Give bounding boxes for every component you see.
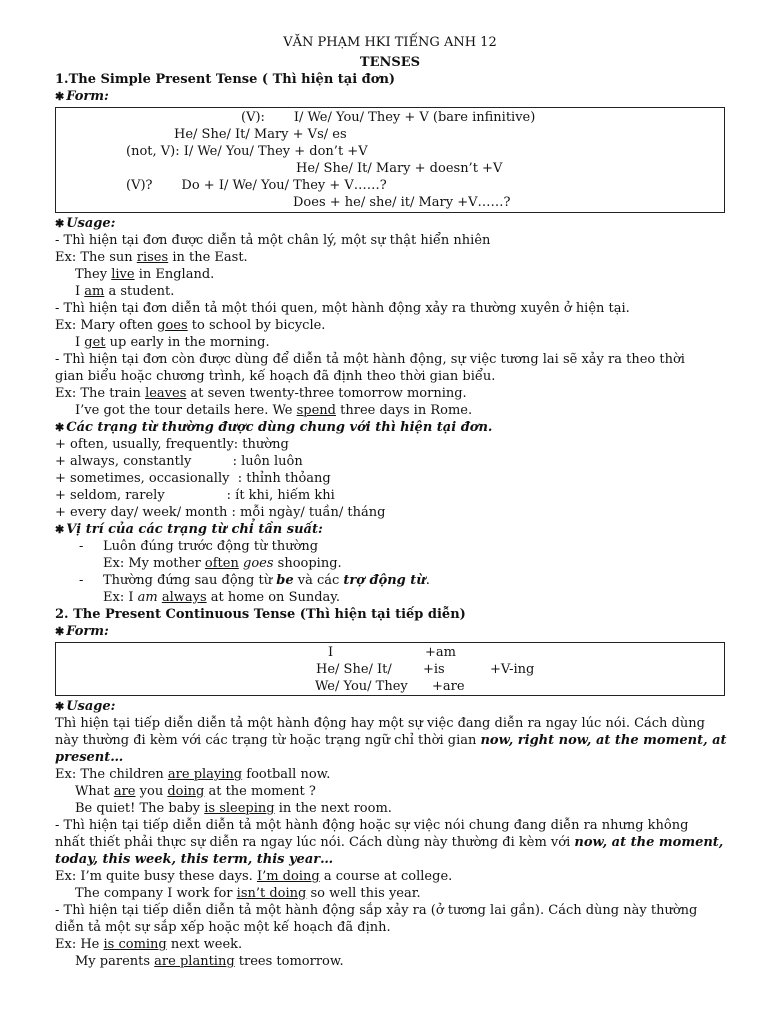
underlined-verb: is coming xyxy=(103,937,167,952)
text-fragment: three days in Rome. xyxy=(336,403,473,418)
adverb-item: + often, usually, frequently: thường xyxy=(55,437,289,452)
text-fragment: trợ động từ xyxy=(343,573,426,588)
text-fragment: a course at college. xyxy=(319,869,453,884)
form-cell: +are xyxy=(432,679,465,694)
document-title: VĂN PHẠM HKI TIẾNG ANH 12 xyxy=(283,35,497,50)
text-fragment: The company I work for xyxy=(75,886,237,901)
form-cell: I xyxy=(328,645,334,660)
text-fragment: I xyxy=(75,284,85,299)
text-fragment: now, at the moment, xyxy=(574,835,724,850)
underlined-verb: I’m doing xyxy=(256,869,320,884)
text-fragment: so well this year. xyxy=(306,886,421,901)
form-cell: We/ You/ They xyxy=(315,679,408,694)
underlined-verb: are planting xyxy=(154,954,235,969)
example xyxy=(55,283,725,300)
text-fragment: What xyxy=(75,784,114,799)
text-fragment: now, right now, at the moment, at xyxy=(480,733,727,748)
s1-usage-label: ✱ Usage: xyxy=(55,215,725,232)
form-line: He/ She/ It/ Mary + doesn’t +V xyxy=(296,161,503,176)
underlined-verb: live xyxy=(111,267,135,282)
adverb-item: + seldom, rarely : ít khi, hiếm khi xyxy=(55,488,335,503)
usage-text: - Thì hiện tại tiếp diễn diễn tả một hành động hoặc sự việc nói chung đang diễn ra nhưng không xyxy=(55,818,689,833)
form-cell: He/ She/ It/ xyxy=(316,662,392,677)
example xyxy=(55,385,725,402)
usage-text: diễn tả một sự sắp xếp hoặc một kế hoạch đã định. xyxy=(55,920,391,935)
text-fragment: in England. xyxy=(134,267,215,282)
s1-adverbs-label: ✱ Các trạng từ thường được dùng chung với thì hiện tại đơn. xyxy=(55,419,725,436)
form-cell: +am xyxy=(425,645,456,660)
example xyxy=(55,317,725,334)
text-fragment: a student. xyxy=(104,284,175,299)
section-1-heading: 1.The Simple Present Tense ( Thì hiện tại đơn) xyxy=(55,72,396,87)
example xyxy=(55,555,725,572)
s1-form-box xyxy=(55,107,725,213)
example xyxy=(55,885,725,902)
underlined-verb: is sleeping xyxy=(204,801,275,816)
text-fragment: Luôn đúng trước động từ thường xyxy=(103,539,319,554)
text-fragment: My parents xyxy=(75,954,155,969)
underlined-verb: goes xyxy=(157,318,188,333)
example xyxy=(55,334,725,351)
text-fragment: in the East. xyxy=(168,250,248,265)
text-fragment: next week. xyxy=(166,937,243,952)
text-fragment: Ex: I xyxy=(103,590,138,605)
form-cell: +V-ing xyxy=(490,662,535,677)
example xyxy=(55,783,725,800)
s1-form-label: ✱ Form: xyxy=(55,88,725,105)
text-fragment: goes xyxy=(243,556,274,571)
text-fragment: Ex: My mother xyxy=(103,556,205,571)
s2-usage-label: ✱ Usage: xyxy=(55,698,725,715)
text-fragment: Ex: The sun xyxy=(55,250,137,265)
usage-text: Thì hiện tại tiếp diễn diễn tả một hành động hay một sự việc đang diễn ra ngay lúc nói. Cách dùng xyxy=(55,716,705,731)
text-fragment: I’ve got the tour details here. We xyxy=(75,403,297,418)
usage-text: - Thì hiện tại đơn được diễn tả một chân lý, một sự thật hiển nhiên xyxy=(55,233,491,248)
section-2-heading: 2. The Present Continuous Tense (Thì hiện tại tiếp diễn) xyxy=(55,607,466,622)
text-fragment: trees tomorrow. xyxy=(234,954,344,969)
example xyxy=(55,266,725,283)
example xyxy=(55,936,725,953)
text-fragment: at home on Sunday. xyxy=(206,590,341,605)
usage-text: today, this week, this term, this year… xyxy=(55,852,334,867)
position-item xyxy=(55,538,725,555)
position-item xyxy=(55,572,725,589)
example xyxy=(55,800,725,817)
underlined-verb: rises xyxy=(136,250,169,265)
text-fragment: am xyxy=(137,590,158,605)
text-fragment: này thường đi kèm với các trạng từ hoặc trạng ngữ chỉ thời gian xyxy=(55,733,481,748)
text-fragment: be xyxy=(276,573,294,588)
document-page xyxy=(55,34,725,970)
document-subtitle: TENSES xyxy=(359,55,421,70)
form-line: He/ She/ It/ Mary + Vs/ es xyxy=(174,127,347,142)
s1-position-label: ✱ Vị trí của các trạng từ chỉ tần suất: xyxy=(55,521,725,538)
underlined-verb: often xyxy=(204,556,239,571)
text-fragment: shooping. xyxy=(273,556,342,571)
form-line: (V)? Do + I/ We/ You/ They + V……? xyxy=(126,178,387,193)
text-fragment: và các xyxy=(293,573,344,588)
text-fragment: I xyxy=(75,335,85,350)
text-fragment: nhất thiết phải thực sự diễn ra ngay lúc nói. Cách dùng này thường đi kèm với xyxy=(55,835,575,850)
text-fragment: - xyxy=(79,573,84,588)
text-fragment: Ex: Mary often xyxy=(55,318,158,333)
text-fragment: - xyxy=(79,539,84,554)
usage-text xyxy=(55,834,725,851)
form-cell: +is xyxy=(423,662,445,677)
adverb-item: + always, constantly : luôn luôn xyxy=(55,454,303,469)
text-fragment: you xyxy=(135,784,168,799)
s2-form-box xyxy=(55,642,725,696)
usage-text: - Thì hiện tại tiếp diễn diễn tả một hành động sắp xảy ra (ở tương lai gần). Cách dùng này thường xyxy=(55,903,698,918)
usage-text: - Thì hiện tại đơn còn được dùng để diễn tả một hành động, sự việc tương lai sẽ xảy ra theo thời xyxy=(55,352,685,367)
text-fragment: to school by bicycle. xyxy=(187,318,326,333)
example xyxy=(55,953,725,970)
underlined-verb: leaves xyxy=(145,386,187,401)
text-fragment: up early in the morning. xyxy=(105,335,270,350)
adverb-item: + sometimes, occasionally : thỉnh thỏang xyxy=(55,471,331,486)
underlined-verb: are playing xyxy=(167,767,243,782)
example xyxy=(55,402,725,419)
usage-text: - Thì hiện tại đơn diễn tả một thói quen, một hành động xảy ra thường xuyên ở hiện tại. xyxy=(55,301,630,316)
form-line: Does + he/ she/ it/ Mary +V……? xyxy=(293,195,511,210)
text-fragment: at seven twenty-three tomorrow morning. xyxy=(186,386,467,401)
adverb-item: + every day/ week/ month : mỗi ngày/ tuần/ tháng xyxy=(55,505,386,520)
underlined-verb: always xyxy=(161,590,207,605)
text-fragment: . xyxy=(425,573,430,588)
underlined-verb: get xyxy=(84,335,106,350)
usage-text xyxy=(55,732,725,749)
underlined-verb: doing xyxy=(167,784,205,799)
text-fragment: in the next room. xyxy=(274,801,392,816)
form-line: (V): I/ We/ You/ They + V (bare infinitive) xyxy=(241,110,536,125)
example xyxy=(55,766,725,783)
text-fragment: Ex: The children xyxy=(55,767,168,782)
text-fragment: Ex: I’m quite busy these days. xyxy=(55,869,257,884)
example xyxy=(55,868,725,885)
example xyxy=(55,589,725,606)
text-fragment: Ex: The train xyxy=(55,386,146,401)
text-fragment: football now. xyxy=(242,767,331,782)
usage-text: gian biểu hoặc chương trình, kế hoạch đã định theo thời gian biểu. xyxy=(55,369,496,384)
underlined-verb: are xyxy=(113,784,136,799)
usage-text: present… xyxy=(55,750,124,765)
text-fragment: Ex: He xyxy=(55,937,104,952)
text-fragment: Be quiet! The baby xyxy=(75,801,205,816)
text-fragment: They xyxy=(75,267,112,282)
text-fragment: Thường đứng sau động từ xyxy=(103,573,277,588)
underlined-verb: spend xyxy=(296,403,336,418)
underlined-verb: am xyxy=(84,284,105,299)
example xyxy=(55,249,725,266)
underlined-verb: isn’t doing xyxy=(236,886,307,901)
form-line: (not, V): I/ We/ You/ They + don’t +V xyxy=(126,144,368,159)
s2-form-label: ✱ Form: xyxy=(55,623,725,640)
text-fragment: at the moment ? xyxy=(204,784,316,799)
